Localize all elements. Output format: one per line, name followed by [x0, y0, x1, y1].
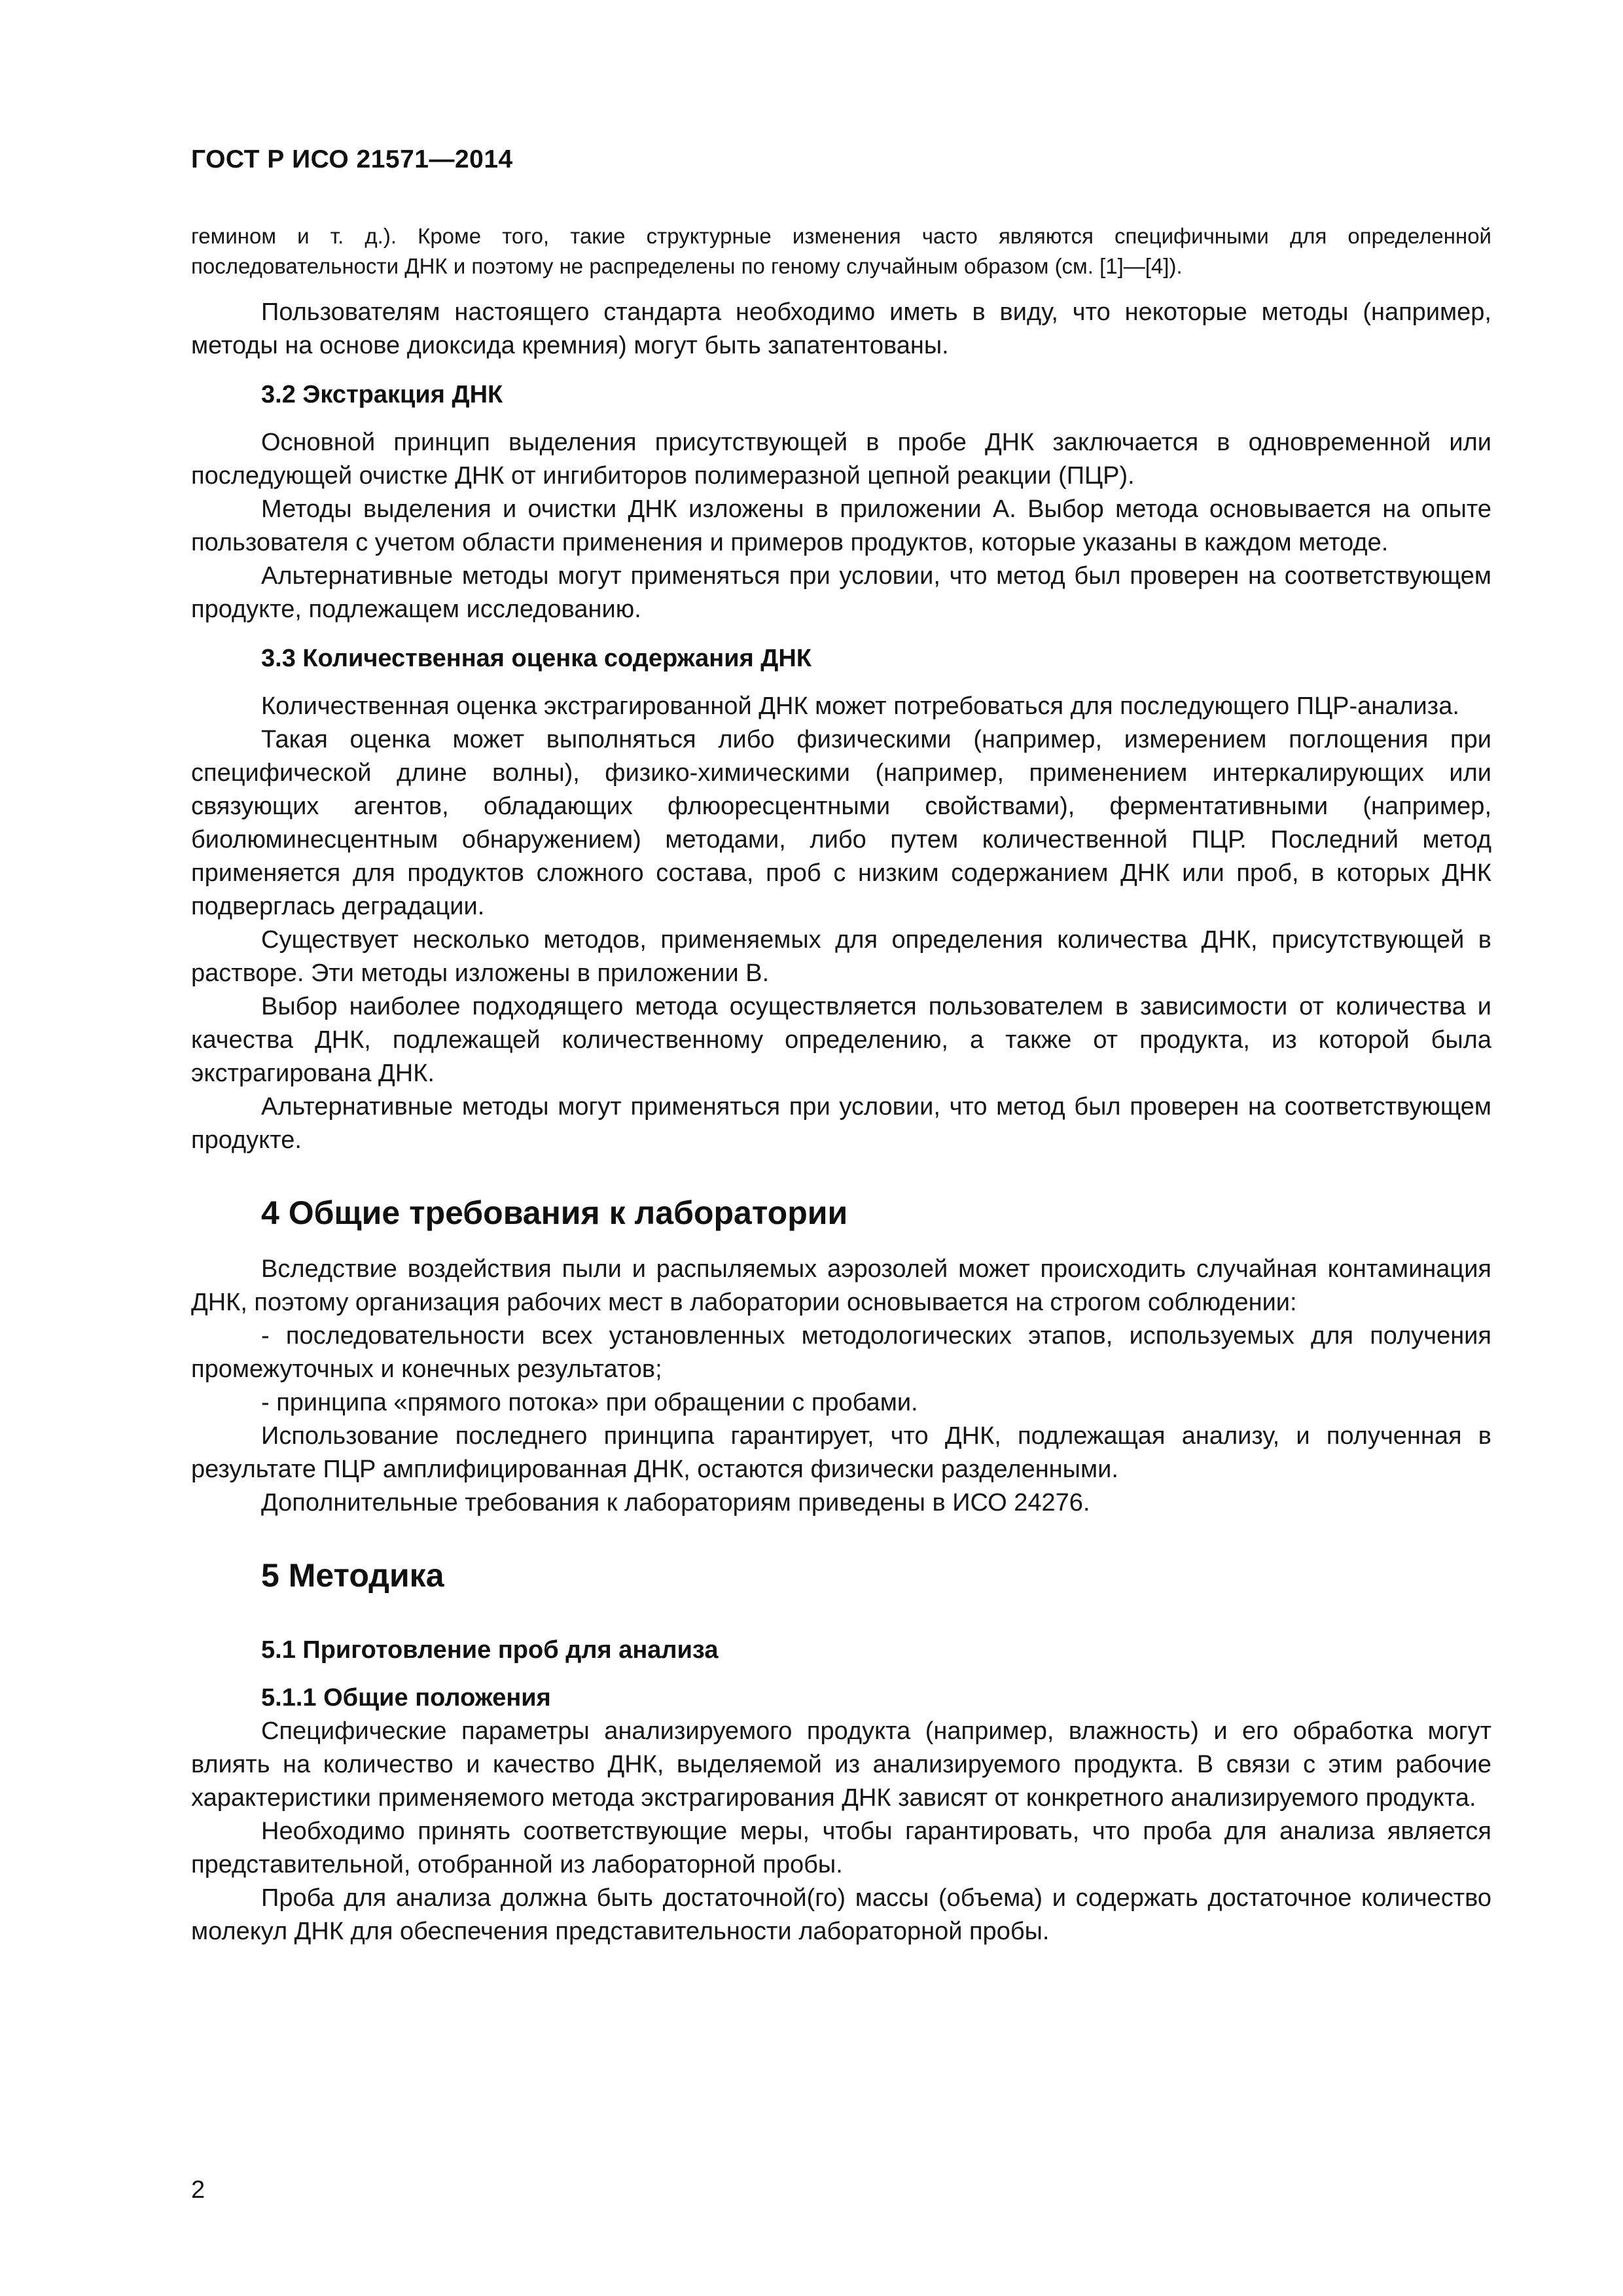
paragraph-3-3-c: Существует несколько методов, применяемых для определения количества ДНК, присутствующей в растворе. Эти методы изложены в приложении В. [191, 926, 1491, 987]
paragraph-5-1-1-c: Проба для анализа должна быть достаточной(го) массы (объема) и содержать достаточное количество молекул ДНК для обеспечения представительности лабораторной пробы. [191, 1884, 1491, 1945]
document-header-code: ГОСТ Р ИСО 21571—2014 [191, 145, 513, 173]
paragraph-3-3-d: Выбор наиболее подходящего метода осуществляется пользователем в зависимости от количества и качества ДНК, подлежащей количественному определению, а также от продукта, из которой была экстрагирована ДНК. [191, 993, 1491, 1087]
heading-5-1-1: 5.1.1 Общие положения [261, 1684, 551, 1712]
heading-5-1: 5.1 Приготовление проб для анализа [261, 1636, 719, 1664]
paragraph-users-note: Пользователям настоящего стандарта необходимо иметь в виду, что некоторые методы (например, методы на основе диоксида кремния) могут быть запатентованы. [191, 298, 1491, 359]
heading-3-3: 3.3 Количественная оценка содержания ДНК [261, 645, 812, 672]
paragraph-4-d: Использование последнего принципа гарантирует, что ДНК, подлежащая анализу, и полученная в результате ПЦР амплифицированная ДНК, остаются физически разделенными. [191, 1422, 1491, 1483]
page-number: 2 [191, 2176, 205, 2204]
paragraph-5-1-1-b: Необходимо принять соответствующие меры, чтобы гарантировать, что проба для анализа является представительной, отобранной из лабораторной пробы. [191, 1818, 1491, 1878]
heading-section-5: 5 Методика [261, 1557, 444, 1594]
paragraph-3-2-c: Альтернативные методы могут применяться при условии, что метод был проверен на соответствующем продукте, подлежащем исследованию. [191, 562, 1491, 623]
paragraph-3-3-e: Альтернативные методы могут применяться при условии, что метод был проверен на соответствующем продукте. [191, 1093, 1491, 1154]
list-item-4-c: - принципа «прямого потока» при обращении с пробами. [261, 1389, 918, 1416]
paragraph-4-e: Дополнительные требования к лабораториям приведены в ИСО 24276. [261, 1489, 1090, 1516]
paragraph-4-a: Вследствие воздействия пыли и распыляемых аэрозолей может происходить случайная контаминация ДНК, поэтому организация рабочих мест в лаборатории основывается на строгом соблюдении: [191, 1255, 1491, 1316]
paragraph-3-2-b: Методы выделения и очистки ДНК изложены в приложении А. Выбор метода основывается на опыте пользователя с учетом области применения и примеров продуктов, которые указаны в каждом методе. [191, 495, 1491, 556]
paragraph-intro: гемином и т. д.). Кроме того, такие структурные изменения часто являются специфичными для определенной последовательности ДНК и поэтому не распределены по геному случайным образом (см. [1]—[4]). [191, 224, 1491, 278]
heading-3-2: 3.2 Экстракция ДНК [261, 381, 503, 408]
paragraph-3-2-a: Основной принцип выделения присутствующей в пробе ДНК заключается в одновременной или последующей очистке ДНК от ингибиторов полимеразной цепной реакции (ПЦР). [191, 429, 1491, 490]
document-body [191, 221, 1491, 1948]
paragraph-5-1-1-a: Специфические параметры анализируемого продукта (например, влажность) и его обработка могут влиять на количество и качество ДНК, выделяемой из анализируемого продукта. В связи с этим рабочие характеристики применяемого метода экстрагирования ДНК зависят от конкретного анализируемого продукта. [191, 1717, 1491, 1812]
list-item-4-b: - последовательности всех установленных методологических этапов, используемых для получения промежуточных и конечных результатов; [191, 1322, 1491, 1383]
spacer [191, 1615, 1491, 1630]
paragraph-3-3-b: Такая оценка может выполняться либо физическими (например, измерением поглощения при специфической длине волны), физико-химическими (например, применением интеркалирующих или связующих агентов, обладающих флюоресцентными свойствами), ферментативными (например, биолюминесцентным обнаружением) методами, либо путем количественной ПЦР. Последний метод применяется для продуктов сложного состава, проб с низким содержанием ДНК или проб, в которых ДНК подверглась деградации. [191, 726, 1491, 920]
paragraph-3-3-a: Количественная оценка экстрагированной ДНК может потребоваться для последующего ПЦР-анализа. [261, 692, 1459, 720]
heading-section-4: 4 Общие требования к лаборатории [261, 1194, 848, 1231]
